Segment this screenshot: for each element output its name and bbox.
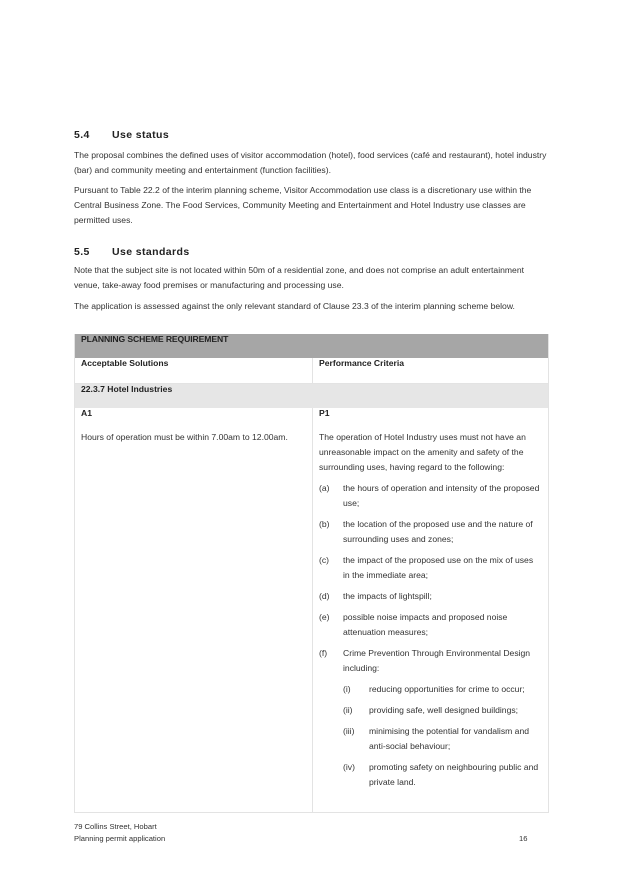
- paragraph: The application is assessed against the only relevant standard of Clause 23.3 of the interim planning scheme below.: [74, 301, 515, 311]
- planning-requirement-table: [74, 334, 549, 813]
- section-heading: [74, 246, 190, 258]
- section-title: Use standards: [112, 246, 190, 258]
- performance-label: P1: [319, 408, 330, 418]
- table-row: [75, 430, 549, 813]
- list-item: (e) possible noise impacts and proposed noise attenuation measures;: [319, 612, 508, 637]
- paragraph: Pursuant to Table 22.2 of the interim planning scheme, Visitor Accommodation use class is a discretionary use within the Central Business Zone. The Food Services, Community Meeting and Entertainment and Hotel Industry use classes are permitted uses.: [74, 185, 532, 225]
- column-header-row: [75, 358, 549, 384]
- criteria-list: [319, 481, 542, 790]
- list-item: (f) Crime Prevention Through Environmental Design including:: [319, 648, 531, 673]
- list-item: (iii) minimising the potential for vandalism and anti-social behaviour;: [343, 726, 530, 751]
- paragraph: Note that the subject site is not located within 50m of a residential zone, and does not comprise an adult entertainment venue, take-away food premises or manufacturing and processing use.: [74, 265, 525, 290]
- list-item: (iv) promoting safety on neighbouring public and private land.: [343, 762, 539, 787]
- paragraph: The proposal combines the defined uses of visitor accommodation (hotel), food services (café and restaurant), hotel industry (bar) and community meeting and entertainment (function facilities).: [74, 150, 547, 175]
- performance-intro: The operation of Hotel Industry uses must not have an unreasonable impact on the amenity and safety of the surrounding uses, having regard to the following:: [319, 432, 526, 472]
- col-acceptable-solutions: Acceptable Solutions: [75, 358, 313, 384]
- list-item: (a) the hours of operation and intensity of the proposed use;: [319, 483, 540, 508]
- section-heading: [74, 129, 169, 141]
- clause-subheader: 22.3.7 Hotel Industries: [75, 384, 549, 409]
- table-header-row: [75, 334, 549, 358]
- label-row: [75, 408, 549, 430]
- footer-address: 79 Collins Street, Hobart: [74, 822, 157, 831]
- list-item: (b) the location of the proposed use and the nature of surrounding uses and zones;: [319, 519, 533, 544]
- page-number: 16: [519, 834, 528, 843]
- col-performance-criteria: Performance Criteria: [313, 358, 549, 384]
- table-header: PLANNING SCHEME REQUIREMENT: [75, 334, 549, 358]
- subheader-row: [75, 384, 549, 409]
- footer-title: Planning permit application: [74, 834, 166, 843]
- section-number: 5.5: [74, 246, 90, 258]
- acceptable-label: A1: [75, 408, 313, 430]
- section-title: Use status: [112, 129, 170, 141]
- section-number: 5.4: [74, 129, 90, 141]
- list-item: (d) the impacts of lightspill;: [319, 591, 432, 601]
- list-item: (c) the impact of the proposed use on the mix of uses in the immediate area;: [319, 555, 534, 580]
- list-item: (i) reducing opportunities for crime to occur;: [343, 684, 525, 694]
- acceptable-text: Hours of operation must be within 7.00am to 12.00am.: [81, 432, 288, 442]
- list-item: (ii) providing safe, well designed buildings;: [343, 705, 519, 715]
